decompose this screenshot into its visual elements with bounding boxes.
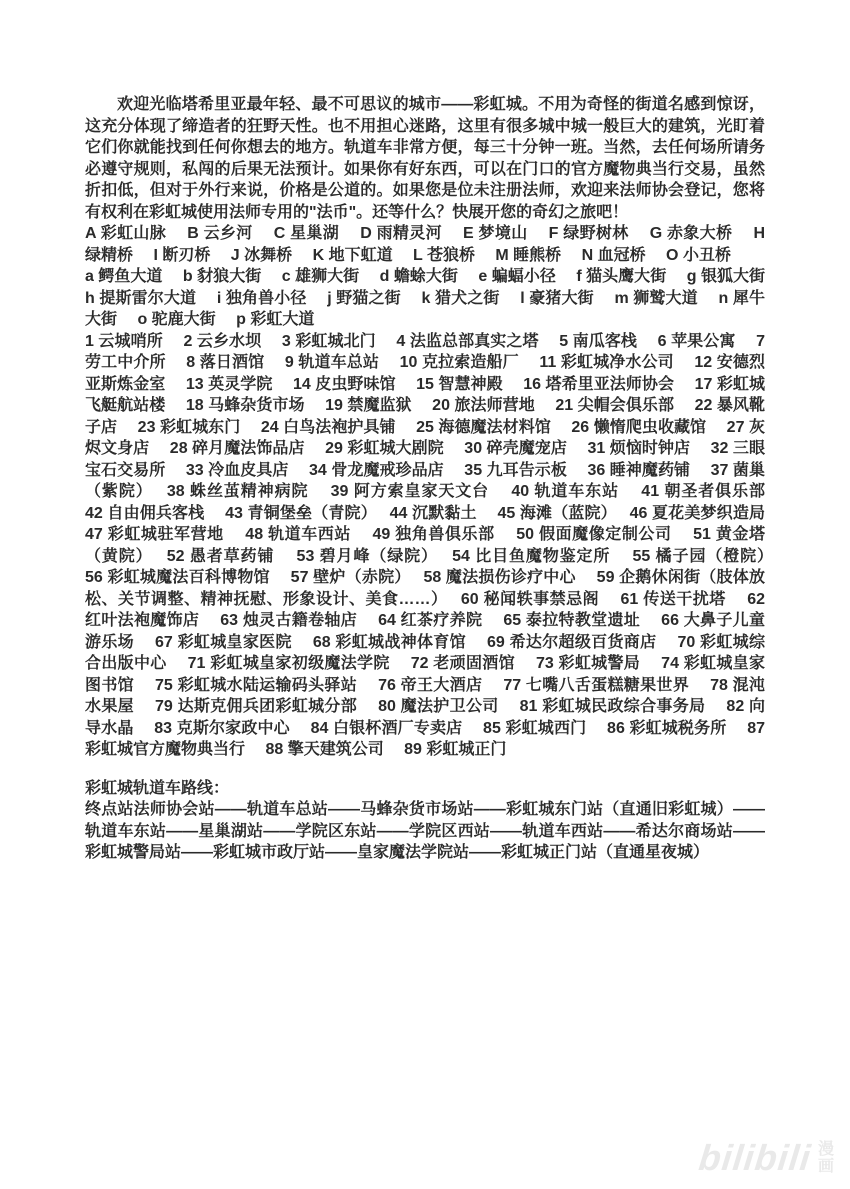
intro-paragraph: 欢迎光临塔希里亚最年轻、最不可思议的城市——彩虹城。不用为奇怪的街道名感到惊讶，这充分体现了缔造者的狂野天性。也不用担心迷路，这里有很多城中城一般巨大的建筑，光盯着它们你就能找到任何你想去的地方。轨道车非常方便，每三十分钟一班。当然，去任何场所请务必遵守规则，私闯的后果无法预计。如果你有好东西，可以在门口的官方魔物典当行交易，虽然折扣低，但对于外行来说，价格是公道的。如果您是位未注册法师，欢迎来法师协会登记，您将有权利在彩虹城使用法师专用的"法币"。还等什么？快展开您的奇幻之旅吧！ [85,96,765,221]
locations-list: 1 云城哨所 2 云乡水坝 3 彩虹城北门 4 法监总部真实之塔 5 南瓜客栈 6 苹果公寓 7 劳工中介所 8 落日酒馆 9 轨道车总站 10 克拉索造船厂 11 彩虹城净水公司 12 安德烈亚斯炼金室 13 英灵学院 14 皮虫野味馆 15 智慧神殿 16 塔希里亚法师协会 17 彩虹城飞艇航站楼 18 马蜂杂货市场 19 禁魔监狱 20 旅法师营地 21 尖帽会俱乐部 22 暴风靴子店 23 彩虹城东门 24 白鸟法袍护具铺 25 海德魔法材料馆 26 懒惰爬虫收藏馆 27 灰烬文身店 28 碎月魔法饰品店 29 彩虹城大剧院 30 碎壳魔宠店 31 烦恼时钟店 32 三眼宝石交易所 33 冷血皮具店 34 骨龙魔戒珍品店 35 九耳告示板 36 睡神魔药铺 37 菌巢（紫院） 38 蛛丝茧精神病院 39 阿方索皇家天文台 40 轨道车东站 41 朝圣者俱乐部 42 自由佣兵客栈 43 青铜堡垒（青院） 44 沉默黏土 45 海滩（蓝院） 46 夏花美梦织造局 47 彩虹城驻军营地 48 轨道车西站 49 独角兽俱乐部 50 假面魔像定制公司 51 黄金塔（黄院） 52 愚者草药铺 53 碧月峰（绿院） 54 比目鱼魔物鉴定所 55 橘子园（橙院） 56 彩虹城魔法百科博物馆 57 壁炉（赤院） 58 魔法损伤诊疗中心 59 企鹅休闲街（肢体放松、关节调整、精神抚慰、形象设计、美食……） 60 秘闻轶事禁忌阁 61 传送干扰塔 62 红叶法袍魔饰店 63 烛灵古籍卷轴店 64 红茶疗养院 65 泰拉特教堂遗址 66 大鼻子儿童游乐场 67 彩虹城皇家医院 68 彩虹城战神体育馆 69 希达尔超级百货商店 70 彩虹城综合出版中心 71 彩虹城皇家初级魔法学院 72 老顽固酒馆 73 彩虹城警局 74 彩虹城皇家图书馆 75 彩虹城水陆运输码头驿站 76 帝王大酒店 77 七嘴八舌蛋糕糖果世界 78 混沌水果屋 79 达斯克佣兵团彩虹城分部 80 魔法护卫公司 81 彩虹城民政综合事务局 82 向导水晶 83 克斯尔家政中心 84 白银杯酒厂专卖店 85 彩虹城西门 86 彩虹城税务所 87 彩虹城官方魔物典当行 88 擎天建筑公司 89 彩虹城正门 [85,332,786,758]
bilibili-watermark [696,1137,834,1179]
manga-badge-bottom: 画 [817,1158,834,1175]
rail-route: 终点站法师协会站——轨道车总站——马蜂杂货市场站——彩虹城东门站（直通旧彩虹城）——轨道车东站——星巢湖站——学院区东站——学院区西站——轨道车西站——希达尔商场站——彩虹城警局站——彩虹城市政厅站——皇家魔法学院站——彩虹城正门站（直通星夜城） [85,801,765,861]
manga-badge-top: 漫 [817,1141,834,1158]
text-content [85,94,786,864]
bilibili-logo: bilibili [696,1137,814,1178]
streets-list: a 鳄鱼大道 b 豺狼大街 c 雄狮大街 d 蟾蜍大街 e 蝙蝠小径 f 猫头鹰大街 g 银狐大街 h 提斯雷尔大道 i 独角兽小径 j 野猫之街 k 猎犬之街 l 豪猪大街 m 狮鹫大道 n 犀牛大街 o 驼鹿大街 p 彩虹大道 [85,268,786,328]
rail-title: 彩虹城轨道车路线： [85,779,230,797]
manga-badge [818,1141,834,1175]
landmarks-list: A 彩虹山脉 B 云乡河 C 星巢湖 D 雨精灵河 E 梦境山 F 绿野树林 G 赤象大桥 H 绿精桥 I 断刃桥 J 冰舞桥 K 地下虹道 L 苍狼桥 M 睡熊桥 N 血冠桥 O 小丑桥 [85,225,765,264]
rail-section [85,778,765,864]
